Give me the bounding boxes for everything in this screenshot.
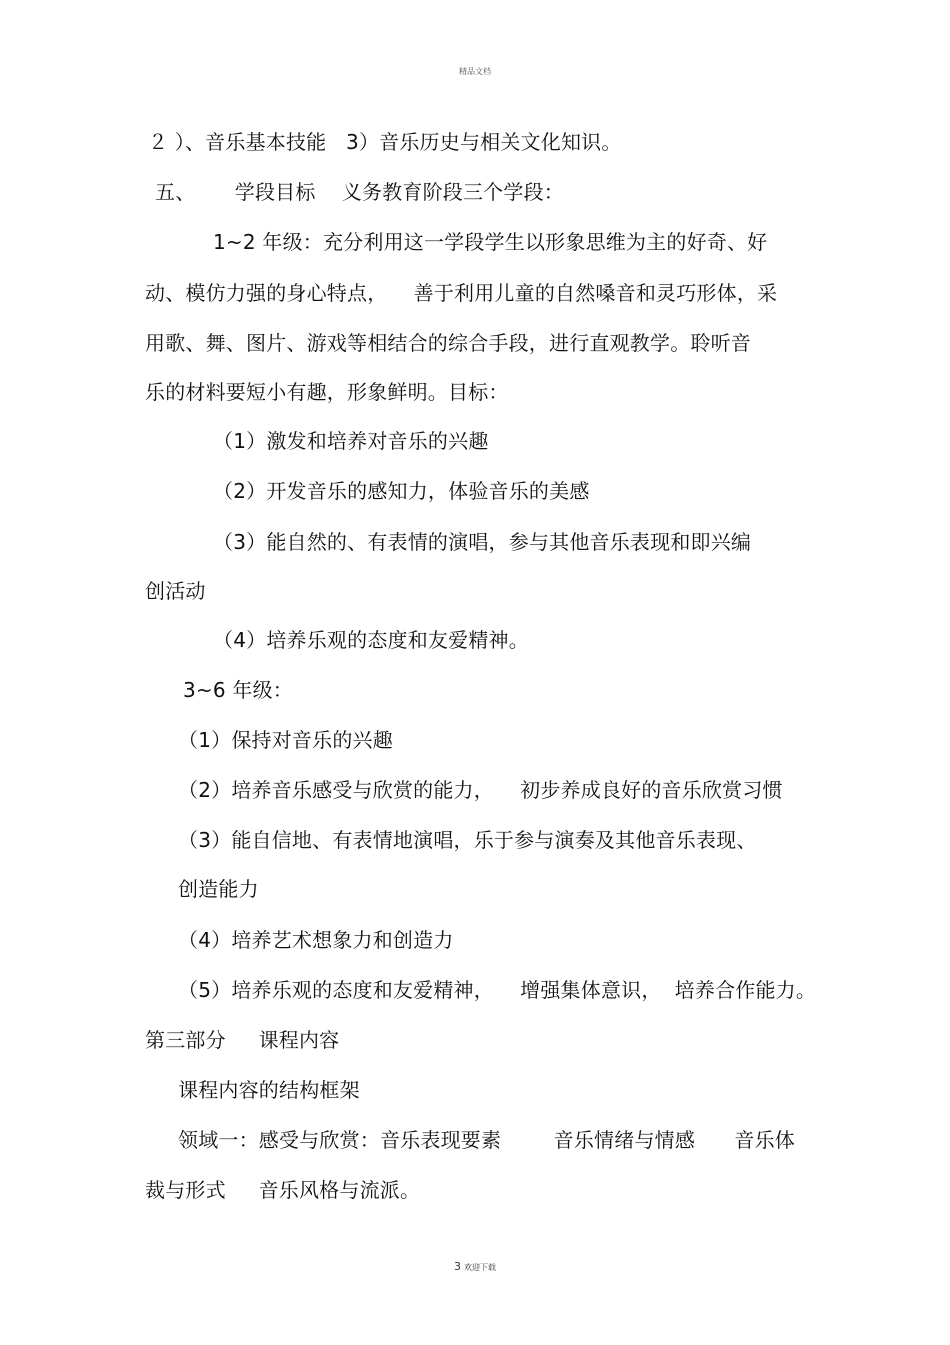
grade-1-2-paragraph-line-4: 乐的材料要短小有趣，形象鲜明。目标： xyxy=(145,380,509,404)
grade-3-6-goal-5: （5）培养乐观的态度和友爱精神， 增强集体意识， 培养合作能力。 xyxy=(178,978,817,1002)
grade-1-2-paragraph-line-3: 用歌、舞、图片、游戏等相结合的综合手段，进行直观教学。聆听音 xyxy=(145,331,751,355)
section-five-heading: 五、 学段目标 义务教育阶段三个学段： xyxy=(155,180,564,204)
grade-1-2-goal-2: （2）开发音乐的感知力，体验音乐的美感 xyxy=(213,479,590,503)
page-footer xyxy=(0,1260,950,1273)
page-number: 3 xyxy=(454,1260,461,1273)
grade-1-2-goal-4: （4）培养乐观的态度和友爱精神。 xyxy=(213,628,529,652)
domain-one-line-2: 裁与形式 音乐风格与流派。 xyxy=(145,1178,421,1202)
grade-1-2-paragraph-line-2: 动、模仿力强的身心特点， 善于利用儿童的自然嗓音和灵巧形体，采 xyxy=(145,281,778,305)
grade-3-6-goal-3: （3）能自信地、有表情地演唱，乐于参与演奏及其他音乐表现、 xyxy=(178,828,757,852)
grade-3-6-goal-1: （1）保持对音乐的兴趣 xyxy=(178,728,393,752)
grade-1-2-paragraph-line-1: 1~2 年级：充分利用这一学段学生以形象思维为主的好奇、好 xyxy=(213,230,768,254)
text-line-skills: ２ ）、音乐基本技能 3）音乐历史与相关文化知识。 xyxy=(148,130,622,154)
domain-one-line-1: 领域一：感受与欣赏：音乐表现要素 音乐情绪与情感 音乐体 xyxy=(178,1128,796,1152)
grade-3-6-goal-4: （4）培养艺术想象力和创造力 xyxy=(178,928,454,952)
grade-1-2-goal-3: （3）能自然的、有表情的演唱，参与其他音乐表现和即兴编 xyxy=(213,530,752,554)
footer-text: 欢迎下载 xyxy=(464,1263,496,1272)
grade-3-6-goal-2: （2）培养音乐感受与欣赏的能力， 初步养成良好的音乐欣赏习惯 xyxy=(178,778,783,802)
course-structure-heading: 课程内容的结构框架 xyxy=(178,1078,360,1102)
grade-1-2-goal-3-continued: 创活动 xyxy=(145,579,206,603)
grade-3-6-heading: 3~6 年级： xyxy=(183,678,293,702)
grade-3-6-goal-3-continued: 创造能力 xyxy=(178,877,259,901)
grade-1-2-goal-1: （1）激发和培养对音乐的兴趣 xyxy=(213,429,489,453)
page-header: 精品文档 xyxy=(459,67,491,76)
part-three-heading: 第三部分 课程内容 xyxy=(145,1028,340,1052)
